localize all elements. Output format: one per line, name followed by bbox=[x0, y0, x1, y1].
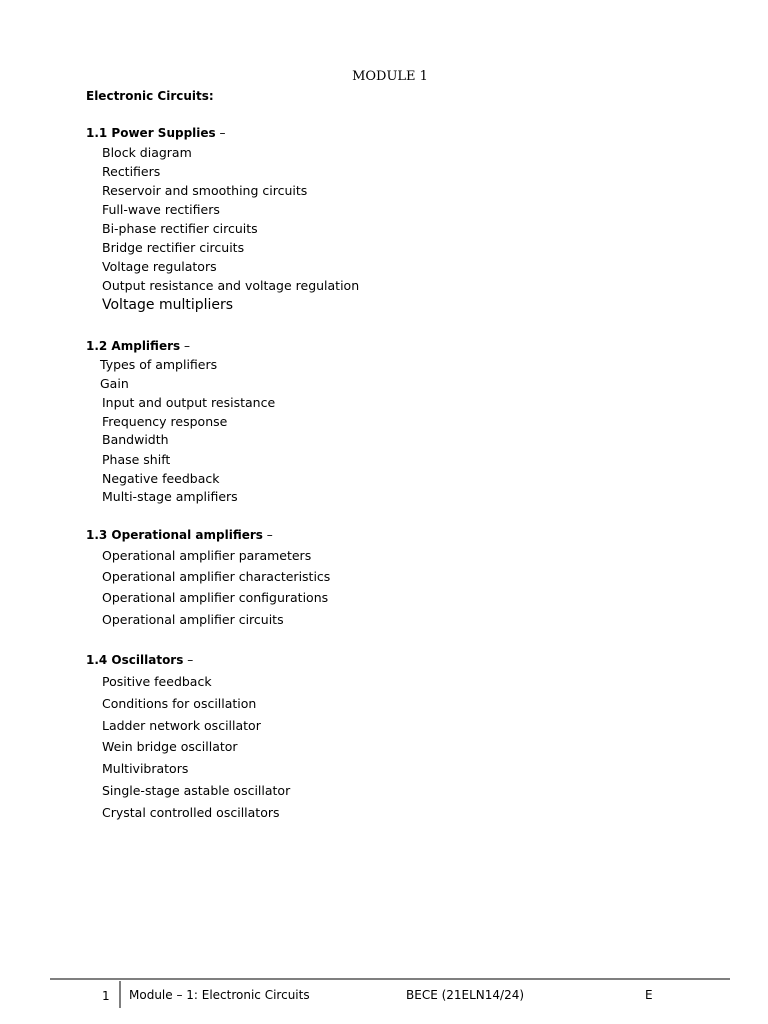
list-item: Bandwidth bbox=[102, 432, 169, 447]
list-item: Rectifiers bbox=[102, 164, 161, 179]
footer-suffix: E bbox=[645, 988, 653, 1002]
list-item: Reservoir and smoothing circuits bbox=[102, 183, 308, 198]
footer-divider bbox=[119, 981, 121, 1008]
list-item: Single-stage astable oscillator bbox=[102, 783, 291, 798]
section-heading-operational-amplifiers: 1.3 Operational amplifiers – bbox=[86, 528, 273, 542]
list-item: Output resistance and voltage regulation bbox=[102, 278, 360, 293]
list-item: Input and output resistance bbox=[102, 395, 276, 410]
list-item: Phase shift bbox=[102, 452, 171, 467]
list-item: Voltage regulators bbox=[102, 259, 217, 274]
list-item: Types of amplifiers bbox=[100, 357, 218, 372]
section-heading-oscillators: 1.4 Oscillators – bbox=[86, 653, 194, 667]
list-item: Voltage multipliers bbox=[102, 297, 234, 313]
list-item: Multi-stage amplifiers bbox=[102, 489, 238, 504]
list-item: Conditions for oscillation bbox=[102, 696, 257, 711]
list-item: Negative feedback bbox=[102, 471, 220, 486]
list-item: Multivibrators bbox=[102, 761, 189, 776]
list-item: Frequency response bbox=[102, 414, 228, 429]
list-item: Wein bridge oscillator bbox=[102, 739, 238, 754]
list-item: Operational amplifier circuits bbox=[102, 612, 284, 627]
main-heading: Electronic Circuits: bbox=[86, 89, 214, 103]
list-item: Block diagram bbox=[102, 145, 192, 160]
footer-module-label: Module – 1: Electronic Circuits bbox=[129, 988, 310, 1002]
list-item: Crystal controlled oscillators bbox=[102, 805, 280, 820]
list-item: Bridge rectifier circuits bbox=[102, 240, 245, 255]
section-heading-power-supplies: 1.1 Power Supplies – bbox=[86, 126, 226, 140]
list-item: Gain bbox=[100, 376, 129, 391]
section-heading-amplifiers: 1.2 Amplifiers – bbox=[86, 339, 190, 353]
footer-course-code: BECE (21ELN14/24) bbox=[406, 988, 525, 1002]
list-item: Ladder network oscillator bbox=[102, 718, 261, 733]
footer-page-number: 1 bbox=[102, 989, 110, 1003]
list-item: Full-wave rectifiers bbox=[102, 202, 220, 217]
list-item: Operational amplifier configurations bbox=[102, 590, 329, 605]
module-title: MODULE 1 bbox=[352, 69, 428, 84]
list-item: Operational amplifier parameters bbox=[102, 548, 312, 563]
footer-rule bbox=[50, 978, 730, 980]
list-item: Operational amplifier characteristics bbox=[102, 569, 331, 584]
list-item: Positive feedback bbox=[102, 674, 212, 689]
list-item: Bi-phase rectifier circuits bbox=[102, 221, 258, 236]
